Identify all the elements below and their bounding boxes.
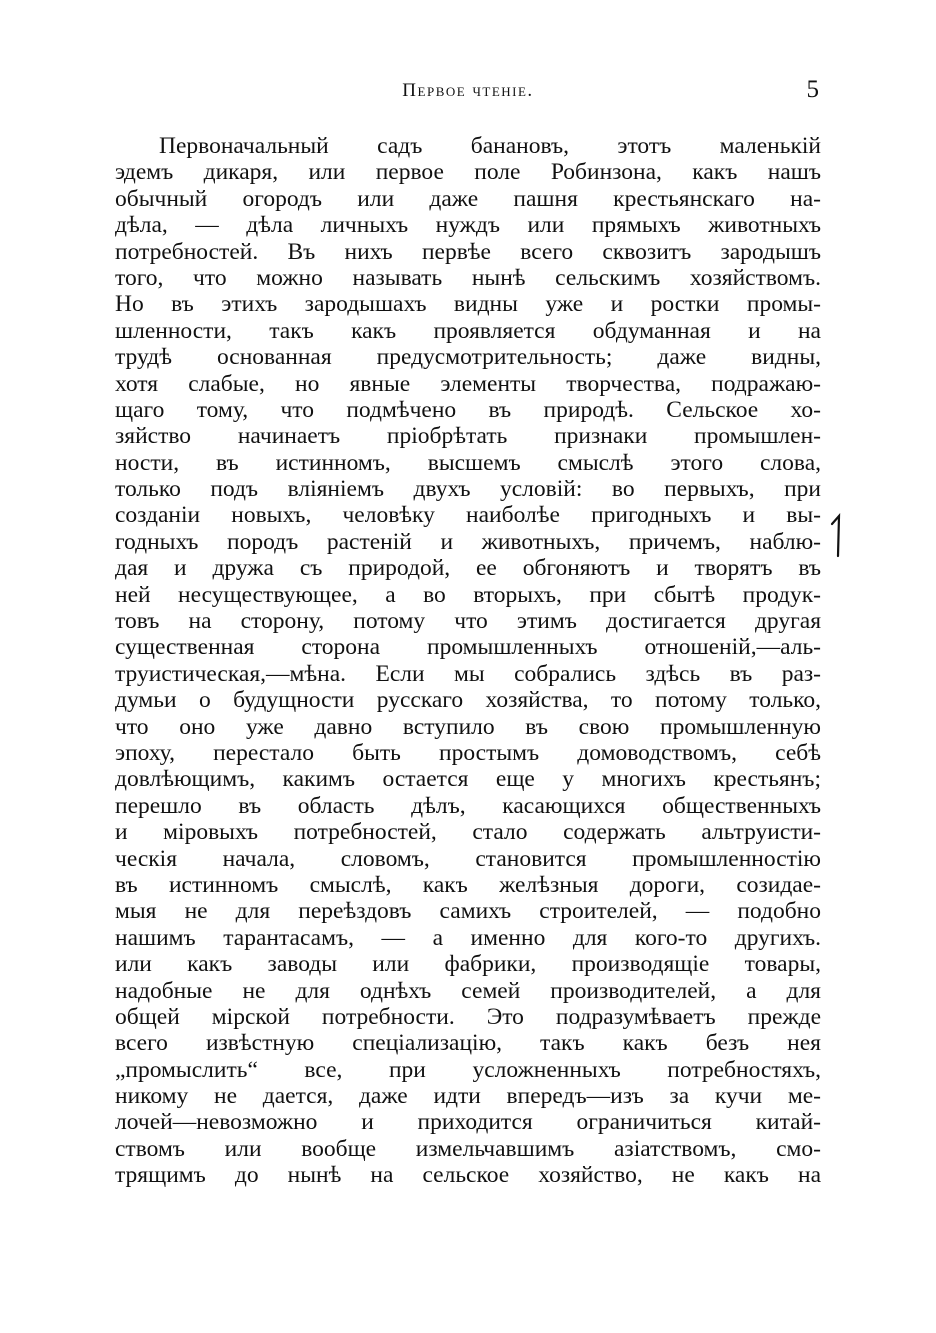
text-line: довлѣющимъ, какимъ остается еще у многихъ крестьянъ;: [115, 766, 821, 793]
text-line: въ истинномъ смыслѣ, какъ желѣзныя дороги, созидае-: [115, 871, 821, 898]
text-line: перешло въ область дѣлъ, касающихся общественныхъ: [115, 792, 821, 819]
text-line: или какъ заводы или фабрики, производящіе товары,: [115, 951, 821, 978]
text-line: только подъ вліяніемъ двухъ условій: во первыхъ, при: [115, 476, 821, 503]
text-line: ности, въ истинномъ, высшемъ смыслѣ этого слова,: [115, 449, 821, 476]
text-line: нашимъ тарантасамъ, — а именно для кого-то другихъ.: [115, 924, 821, 951]
text-line: мыя не для переѣздовъ самихъ строителей, — подобно: [115, 898, 821, 925]
text-line: что оно уже давно вступило въ свою промышленную: [115, 713, 821, 740]
text-line: труистическая,—мѣна. Если мы собрались здѣсь въ раз-: [115, 660, 821, 687]
text-line: дѣла, — дѣла личныхъ нуждъ или прямыхъ животныхъ: [115, 212, 821, 239]
text-line: трящимъ до нынѣ на сельское хозяйство, не какъ на: [115, 1162, 821, 1189]
text-line: потребностей. Въ нихъ первѣе всего сквозитъ зародышъ: [115, 238, 821, 265]
text-line: существенная сторона промышленныхъ отношеній,—аль-: [115, 634, 821, 661]
body-text: [115, 133, 821, 1189]
text-line: созданіи новыхъ, человѣку наиболѣе пригодныхъ и вы-: [115, 502, 821, 529]
text-line: эпоху, перестало быть простымъ домоводствомъ, себѣ: [115, 739, 821, 766]
text-line: ческія начала, словомъ, становится промышленностію: [115, 845, 821, 872]
text-line: лочей—невозможно и приходится ограничиться китай-: [115, 1109, 821, 1136]
text-line: дая и дружа съ природой, ее обгоняютъ и творятъ въ: [115, 555, 821, 582]
text-line: трудѣ основанная предусмотрительность; даже видны,: [115, 344, 821, 371]
text-line: шленности, такъ какъ проявляется обдуманная и на: [115, 317, 821, 344]
text-line: думьи о будущности русскаго хозяйства, то потому только,: [115, 687, 821, 714]
text-line: „промыслить“ все, при усложненныхъ потребностяхъ,: [115, 1056, 821, 1083]
text-line: зяйство начинаетъ пріобрѣтать признаки промышлен-: [115, 423, 821, 450]
text-line: эдемъ дикаря, или первое поле Робинзона, какъ нашъ: [115, 159, 821, 186]
text-line: обычный огородъ или даже пашня крестьянскаго на-: [115, 185, 821, 212]
text-line: общей мірской потребности. Это подразумѣваетъ прежде: [115, 1003, 821, 1030]
text-line: никому не дается, даже идти впередъ—изъ за кучи ме-: [115, 1083, 821, 1110]
handwritten-margin-mark: [826, 512, 846, 562]
text-line: всего извѣстную спеціализацію, такъ какъ безъ нея: [115, 1030, 821, 1057]
text-line: годныхъ породъ растеній и животныхъ, причемъ, наблю-: [115, 528, 821, 555]
running-title: Первое чтеніе.: [402, 80, 534, 101]
text-line: ствомъ или вообще измельчавшимъ азіатствомъ, смо-: [115, 1135, 821, 1162]
text-line: Первоначальный садъ банановъ, этотъ маленькій: [159, 133, 821, 159]
text-line: ней несуществующее, а во вторыхъ, при сбытѣ продук-: [115, 581, 821, 608]
page-header: [115, 76, 821, 110]
text-line: того, что можно называть нынѣ сельскимъ хозяйствомъ.: [115, 264, 821, 291]
page-number: 5: [806, 76, 819, 103]
text-line: товъ на сторону, потому что этимъ достигается другая: [115, 608, 821, 635]
text-line: хотя слабые, но явные элементы творчества, подражаю-: [115, 370, 821, 397]
text-line: щаго тому, что подмѣчено въ природѣ. Сельское хо-: [115, 396, 821, 423]
text-line: Но въ этихъ зародышахъ видны уже и ростки промы-: [115, 291, 821, 318]
text-line: и міровыхъ потребностей, стало содержать альтруисти-: [115, 819, 821, 846]
text-line: надобные не для однѣхъ семей производителей, а для: [115, 977, 821, 1004]
